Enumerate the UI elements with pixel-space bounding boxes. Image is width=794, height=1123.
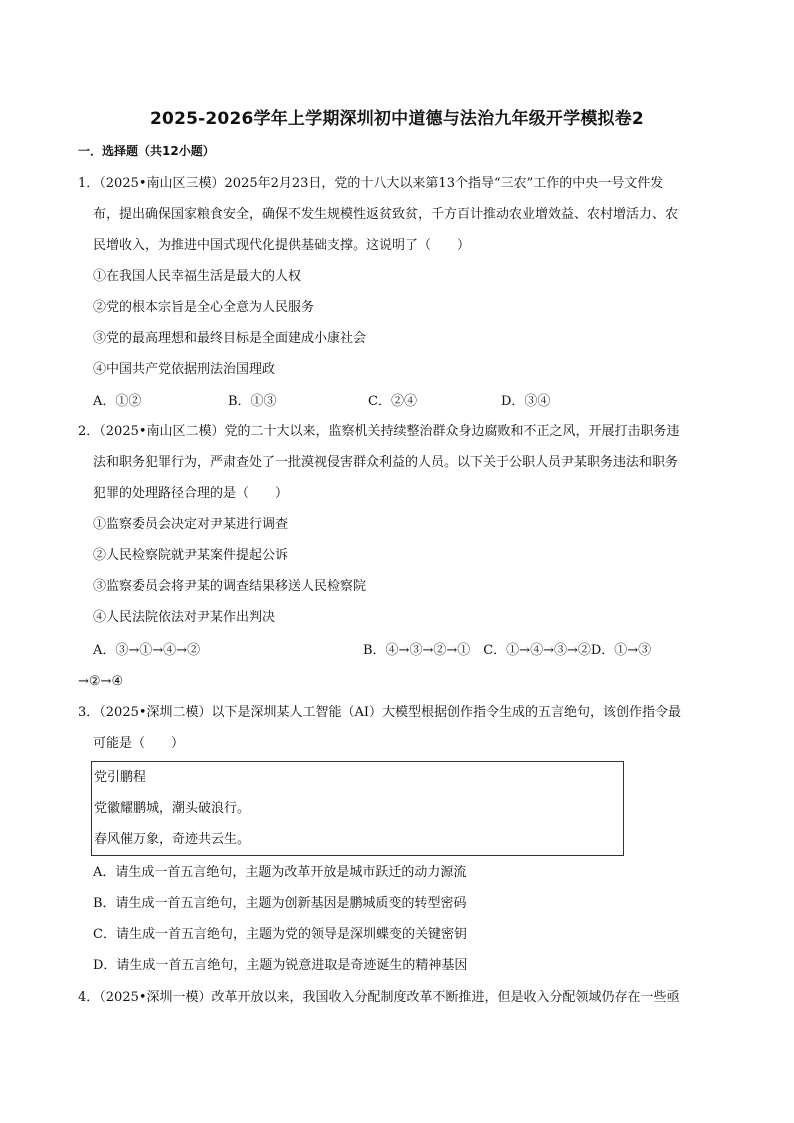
poem-line: 党徽耀鹏城，潮头破浪行。 xyxy=(94,801,251,816)
question-3-option-c[interactable]: C．请生成一首五言绝句，主题为党的领导是深圳蝶变的关键密钥 xyxy=(93,927,467,942)
question-1-option-b[interactable]: B．①③ xyxy=(228,394,277,409)
question-1-line: 民增收入，为推进中国式现代化提供基础支撑。这说明了（ ） xyxy=(93,238,471,253)
poem-title: 党引鹏程 xyxy=(94,770,147,785)
question-1-item: ②党的根本宗旨是全心全意为人民服务 xyxy=(93,300,315,315)
question-1-item: ④中国共产党依据刑法治国理政 xyxy=(93,362,276,377)
question-2-item: ④人民法院依法对尹某作出判决 xyxy=(93,610,276,625)
question-2-option-wrap: →②→④ xyxy=(78,674,124,689)
question-1-option-c[interactable]: C．②④ xyxy=(368,394,417,409)
question-2-line: 犯罪的处理路径合理的是（ ） xyxy=(93,486,289,501)
question-3-option-b[interactable]: B．请生成一首五言绝句，主题为创新基因是鹏城质变的转型密码 xyxy=(93,896,467,911)
question-3-line: 3．（2025•深圳二模）以下是深圳某人工智能（AI）大模型根据创作指令生成的五言绝句，该创作指令最 xyxy=(78,705,682,720)
question-2-item: ③监察委员会将尹某的调查结果移送人民检察院 xyxy=(93,579,367,594)
question-3-option-a[interactable]: A．请生成一首五言绝句，主题为改革开放是城市跃迁的动力源流 xyxy=(93,865,467,880)
question-2-item: ①监察委员会决定对尹某进行调查 xyxy=(93,517,289,532)
question-2-options-bcd[interactable]: B．④→③→②→① C．①→④→③→②D．①→③ xyxy=(363,643,652,658)
question-1-item: ①在我国人民幸福生活是最大的人权 xyxy=(93,269,302,284)
question-2-line: 2．（2025•南山区二模）党的二十大以来，监察机关持续整治群众身边腐败和不正之风，开展打击职务违 xyxy=(78,424,680,439)
question-1-option-a[interactable]: A．①② xyxy=(93,394,142,409)
poem-line: 春风催万象，奇迹共云生。 xyxy=(94,832,251,847)
section-header: 一．选择题（共12小题） xyxy=(78,144,215,158)
question-3-line: 可能是（ ） xyxy=(93,736,185,751)
poem-box xyxy=(91,761,624,856)
question-1-item: ③党的最高理想和最终目标是全面建成小康社会 xyxy=(93,331,367,346)
question-2-line: 法和职务犯罪行为，严肃查处了一批漠视侵害群众利益的人员。以下关于公职人员尹某职务违法和职务 xyxy=(93,455,679,470)
question-1-line: 1．（2025•南山区三模）2025年2月23日，党的十八大以来第13个指导“三农”工作的中央一号文件发 xyxy=(78,176,664,191)
question-1-option-d[interactable]: D．③④ xyxy=(501,394,551,409)
question-4-line: 4．（2025•深圳一模）改革开放以来，我国收入分配制度改革不断推进，但是收入分配领域仍存在一些亟 xyxy=(78,990,680,1005)
question-3-option-d[interactable]: D．请生成一首五言绝句，主题为锐意进取是奇迹诞生的精神基因 xyxy=(93,958,468,973)
question-1-line: 布，提出确保国家粮食安全，确保不发生规模性返贫致贫，千方百计推动农业增效益、农村增活力、农 xyxy=(93,207,679,222)
exam-title: 2025-2026学年上学期深圳初中道德与法治九年级开学模拟卷2 xyxy=(150,109,644,129)
question-2-option-a[interactable]: A．③→①→④→② xyxy=(93,643,201,658)
question-2-item: ②人民检察院就尹某案件提起公诉 xyxy=(93,548,289,563)
